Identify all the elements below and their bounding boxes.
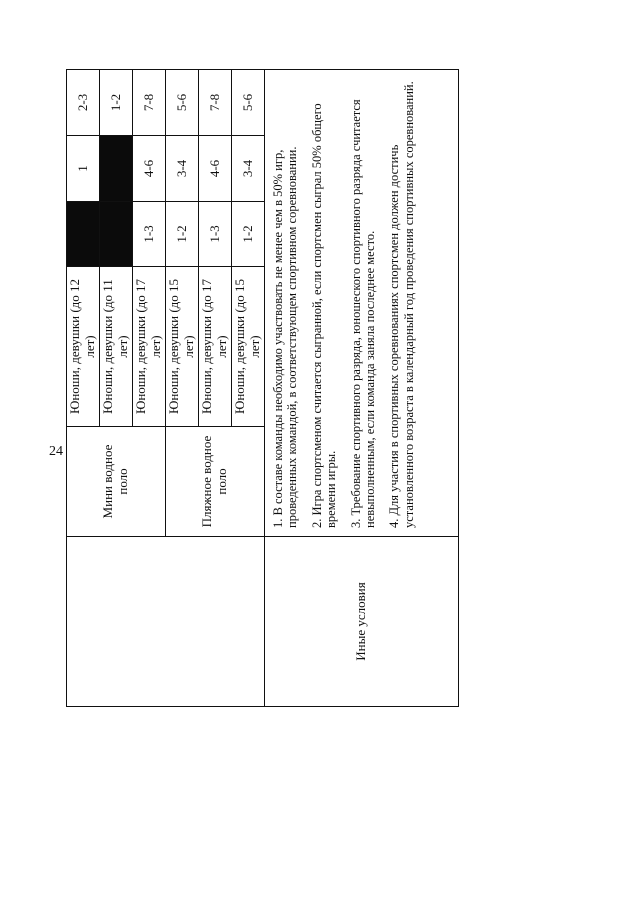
empty-label-cell	[67, 537, 265, 707]
group-cell: Юноши, девушки (до 17 лет)	[133, 267, 166, 427]
value-cell: 1	[67, 136, 100, 202]
value-cell: 4-6	[199, 136, 232, 202]
value-cell: 7-8	[133, 70, 166, 136]
value-cell: 1-3	[199, 202, 232, 267]
group-cell: Юноши, девушки (до 15 лет)	[166, 267, 199, 427]
value-cell: 5-6	[232, 70, 265, 136]
note-item: 2. Игра спортсменом считается сыгранной, если спортсмен сыграл 50% общего времени игры.	[309, 103, 339, 528]
dark-cell	[100, 136, 133, 202]
note-item: 1. В составе команды необходимо участвовать не менее чем в 50% игр, проведенных командой, в соответствующем спортивном соревновании.	[271, 146, 300, 528]
value-cell: 4-6	[133, 136, 166, 202]
value-cell: 1-2	[232, 202, 265, 267]
value-cell: 5-6	[166, 70, 199, 136]
value-cell: 3-4	[166, 136, 199, 202]
group-cell: Юноши, девушки (до 11 лет)	[100, 267, 133, 427]
group-cell: Юноши, девушки (до 15 лет)	[232, 267, 265, 427]
dark-cell	[100, 202, 133, 267]
page-number: 24	[49, 444, 63, 459]
other-conditions-notes	[265, 70, 459, 537]
requirements-table	[66, 69, 459, 707]
value-cell: 1-2	[166, 202, 199, 267]
sport-cell: Мини водное поло	[67, 427, 166, 537]
value-cell: 3-4	[232, 136, 265, 202]
dark-cell	[67, 202, 100, 267]
group-cell: Юноши, девушки (до 17 лет)	[199, 267, 232, 427]
group-cell: Юноши, девушки (до 12 лет)	[67, 267, 100, 427]
other-conditions-label: Иные условия	[265, 537, 459, 707]
sport-cell: Пляжное водное поло	[166, 427, 265, 537]
table-row	[67, 70, 100, 707]
value-cell: 1-2	[100, 70, 133, 136]
table-row	[265, 70, 459, 707]
note-item: 4. Для участия в спортивных соревнованиях спортсмен должен достичь установленного возраста в календарный год проведения спортивных соревнований.	[387, 81, 416, 528]
value-cell: 2-3	[67, 70, 100, 136]
value-cell: 7-8	[199, 70, 232, 136]
value-cell: 1-3	[133, 202, 166, 267]
note-item: 3. Требование спортивного разряда, юношеского спортивного разряда считается невыполненным, если команда заняла последнее место.	[348, 99, 377, 528]
